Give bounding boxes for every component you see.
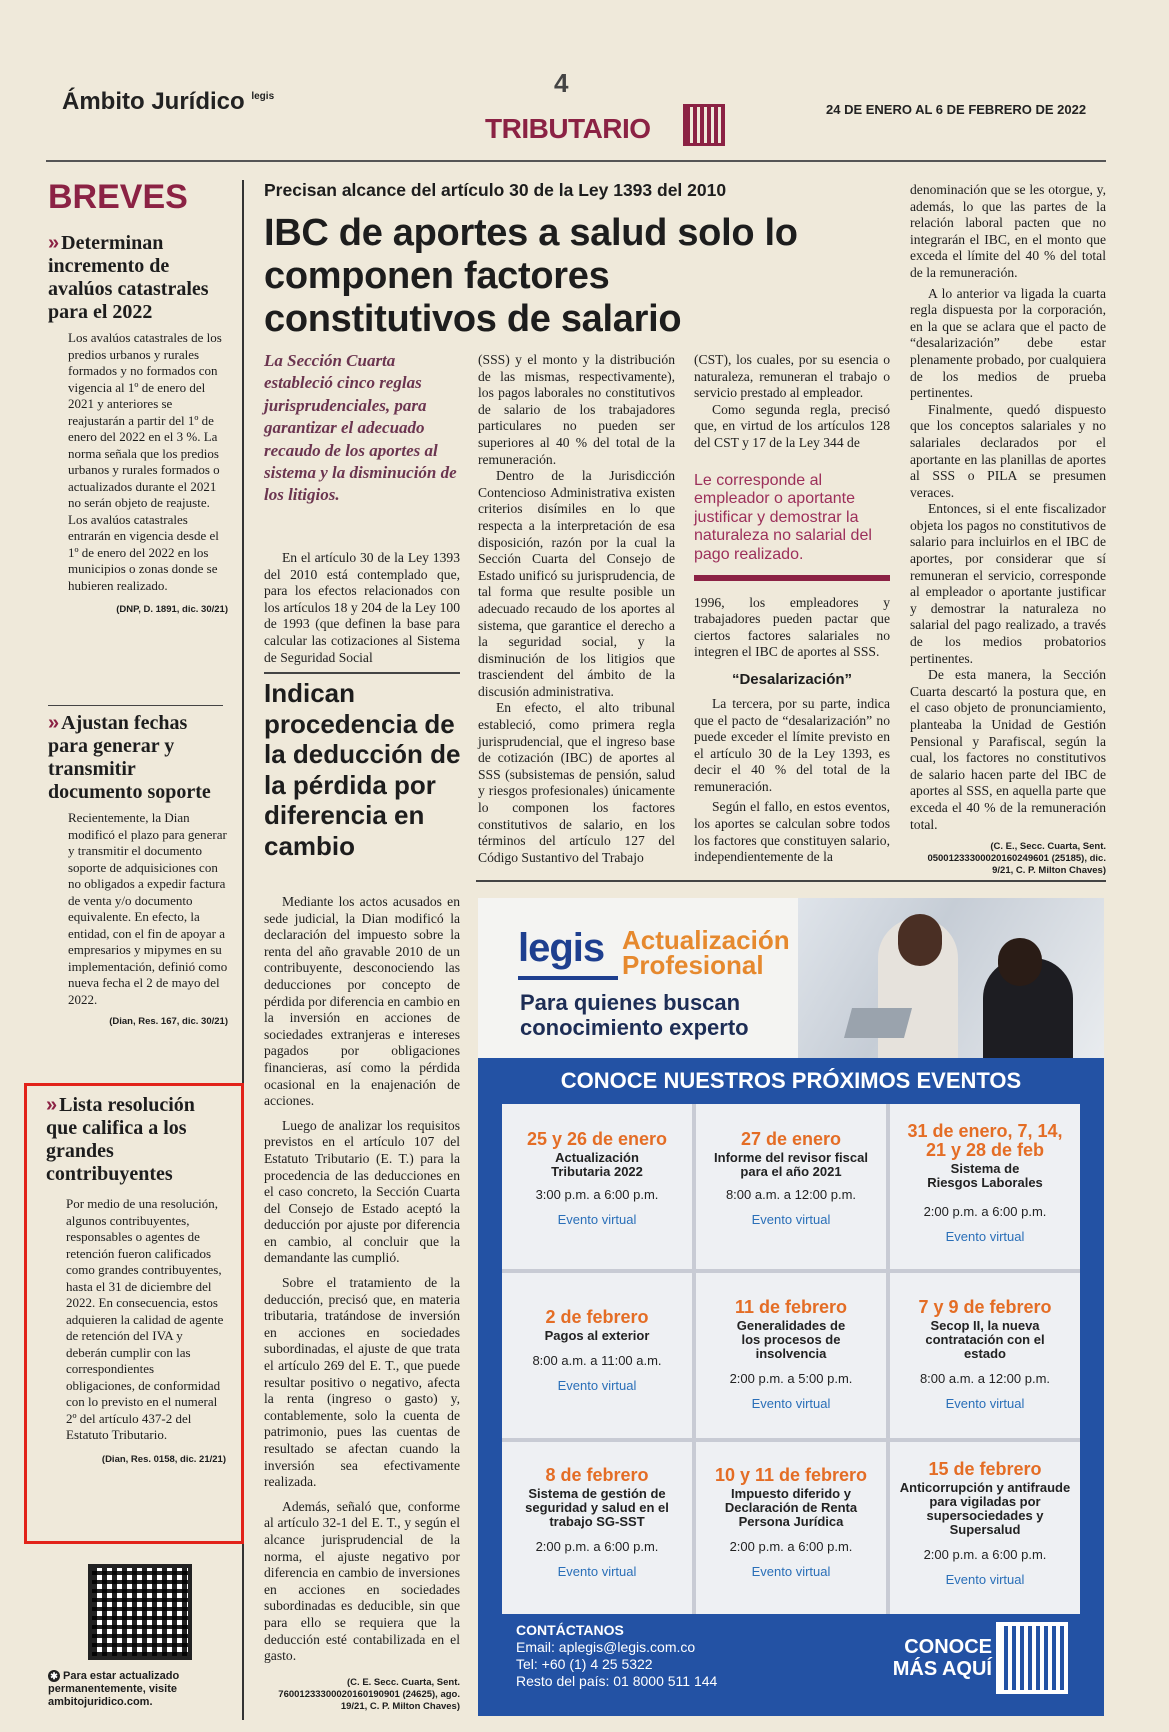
masthead-brand (62, 88, 274, 116)
event-card[interactable]: 11 de febrero Generalidades de los procesos de insolvencia 2:00 p.m. a 5:00 p.m. Evento virtual (729, 1297, 853, 1411)
pullquote: Le corresponde al empleador o aportante justificar y demostrar la naturaleza no salarial del pago realizado. (694, 471, 872, 563)
legis-logo-underline (518, 976, 618, 980)
article1-kicker: Precisan alcance del artículo 30 de la Ley 1393 del 2010 (264, 180, 727, 200)
breve-item-3 (46, 1094, 226, 1466)
article1-lead: La Sección Cuarta estableció cinco reglas jurisprudenciales, para garantizar el adecuado recaudo de los aportes al sistema y la disminución de los litigios. (264, 351, 457, 505)
event-card[interactable]: 27 de enero Informe del revisor fiscal para el año 2021 8:00 a.m. a 12:00 p.m. Evento virtual (714, 1129, 868, 1227)
contact-tel[interactable]: Tel: +60 (1) 4 25 5322 (516, 1656, 653, 1672)
brand-small: legis (251, 91, 275, 102)
pullquote-rule (694, 575, 890, 581)
ad-tagline: Para quienes buscan conocimiento experto (520, 990, 749, 1040)
ambitojuridico-qr-icon (88, 1564, 192, 1660)
article2-cite: (C. E. Secc. Cuarta, Sent. 76001233300020160190901 (24625), ago. 19/21, C. P. Milton Chaves) (278, 1676, 460, 1712)
breve-body: Por medio de una resolución, algunos contribuyentes, responsables o agentes de retención fueron calificados como grandes contribuyentes, hasta el 31 de diciembre del 2022. En consecuencia, estos adquieren la calidad de agente de retención del IVA y deberán cumplir con las correspondientes obligaciones, de conformidad con lo previsto en el numeral 2º del artículo 437-2 del Estatuto Tributario. (66, 1196, 224, 1442)
article2-headline: Indican procedencia de la deducción de la pérdida por diferencia en cambio (264, 678, 461, 861)
article1-cite: (C. E., Secc. Cuarta, Sent. 05001233300020160249601 (25185), dic. 9/21, C. P. Milton Chaves) (927, 841, 1106, 877)
article2-body: Mediante los actos acusados en sede judicial, la Dian modificó la declaración del impuesto sobre la renta del año gravable 2010 de un contribuyente, desconociendo las deducciones por concepto de pérdida por diferencia en cambio en la inversión en acciones de sociedades extranjeras e intereses pagados por obligaciones financieras, así como la pérdida ocasional en la enajenación de acciones. Luego de analizar los requisitos previstos en el artículo 107 del Estatuto Tributario (E. T.) para la procedencia de las deducciones en el caso concreto, la Sección Cuarta del Consejo de Estado aceptó la deducción por ajuste por diferencia en cambio, al concluir que la demandante las cumplió. Sobre el tratamiento de la deducción, precisó que, en materia tributaria, tratándose de inversión en acciones en sociedades subordinadas, el ajuste de que trata el artículo 269 del E. T., que puede resultar positivo o negativo, afecta la renta (ingreso o gasto) y, contablemente, solo la cuenta de patrimonio, pues las cuentas de resultado se afectan cuando la inversión sea efectivamente realizada. Además, señaló que, conforme al artículo 32-1 del E. T., y según el alcance jurisprudencial de la norma, el ajuste negativo por diferencia en cambio de inversiones en acciones en sociedades subordinadas es deducible, sin que para ello se requiera que la deducción esté contabilizada en el gasto. (C. E. Secc. Cuarta, Sent. 76001233300020160190901 (24625), ago. 19/21, C. P. Milton Chaves) (264, 894, 460, 1712)
issue-date: 24 DE ENERO AL 6 DE FEBRERO DE 2022 (826, 102, 1087, 117)
person-right-head (998, 938, 1042, 986)
legis-logo: legis (518, 926, 605, 970)
article2-rule (264, 672, 460, 674)
breve-item-1 (48, 232, 228, 616)
breve-cite: (Dian, Res. 0158, dic. 21/21) (101, 1453, 226, 1465)
qr-caption: ✱ Para estar actualizado permanentemente, visite ambitojuridico.com. (48, 1670, 180, 1708)
ad-photo (798, 898, 1104, 1058)
breve-divider (48, 705, 223, 706)
ad-qr-icon[interactable] (996, 1622, 1068, 1694)
page-number: 4 (554, 68, 569, 98)
events-grid (502, 1104, 1080, 1614)
event-card[interactable]: 25 y 26 de enero Actualización Tributaria 2022 3:00 p.m. a 6:00 p.m. Evento virtual (526, 1129, 668, 1227)
article1-col3: (CST), los cuales, por su esencia o naturaleza, remuneran el trabajo o servicio prestado al empleador. Como segunda regla, precisó que, en virtud de los artículos 128 del CST y 17 de la Ley 344 de Le corresponde al empleador o aportante justificar y demostrar la naturaleza no salarial del pago realizado. 1996, los empleadores y trabajadores pueden pactar que ciertos factores salariales no integren el IBC de aportes al SSS. “Desalarización” La tercera, por su parte, indica que el pacto de “desalarización” no puede exceder el límite previsto en el artículo 30 de la Ley 1393, es decir el 40 % del total de la remuneración. Según el fallo, en estos eventos, los aportes se calculan sobre todos los factores que constituyen salario, independientemente de la (694, 352, 890, 865)
event-card[interactable]: 8 de febrero Sistema de gestión de seguridad y salud en el trabajo SG-SST 2:00 p.m. a 6:00 p.m. Evento virtual (525, 1465, 669, 1579)
event-card[interactable]: 15 de febrero Anticorrupción y antifraude para vigiladas por supersociedades y Supersalud 2:00 p.m. a 6:00 p.m. Evento virtual (899, 1459, 1071, 1587)
contact-block (516, 1622, 846, 1690)
article1-col1: En el artículo 30 de la Ley 1393 del 2010 está contemplado que, para los efectos relacionados con los artículos 18 y 204 de la Ley 100 de 1993 (que definen la base para calcular las cotizaciones al Sistema de Seguridad Social (264, 550, 460, 665)
breve-cite: (Dian, Res. 167, dic. 30/21) (109, 1016, 228, 1027)
breve-item-2 (48, 712, 228, 1028)
article1-col4: denominación que se les otorgue, y, además, lo que las partes de la relación laboral pacten que no integrarán el IBC, en el monto que exceda el límite del 40 % del total de la remuneración. A lo anterior va ligada la cuarta regla dispuesta por la corporación, en la que se aclara que el pacto de “desalarización” debe estar plenamente probado, por cualquiera de los medios de prueba pertinentes. Finalmente, quedó dispuesto que los conceptos salariales y no salariales declarados por el aportante en las planillas de aportes al SSS o PILA se presumen veraces. Entonces, si el ente fiscalizador objeta los pagos no constitutivos de salario para incluirlos en el IBC de aportes, por considerar que sí remuneran el servicio, corresponde al empleador o aportante justificar y demostrar la naturaleza no salarial del pago realizado, a través de los medios probatorios pertinentes. De esta manera, la Sección Cuarta descartó la postura que, en el caso objeto de pronunciamiento, planteaba la Unidad de Gestión Pensional y Parafiscal, según la cual, los factores no constitutivos de salario hacen parte del IBC de aportes al SSS, en aquella parte que exceda el 40 % de la remuneración total. (C. E., Secc. Cuarta, Sent. 05001233300020160249601 (25185), dic. 9/21, C. P. Milton Chaves) (910, 182, 1106, 877)
breve-cite: (DNP, D. 1891, dic. 30/21) (116, 604, 228, 615)
ad-title: Actualización Profesional (622, 925, 790, 980)
person-left-head (898, 914, 942, 966)
double-chevron-icon: » (48, 712, 60, 734)
event-card[interactable]: 2 de febrero Pagos al exterior 8:00 a.m. a 11:00 a.m. Evento virtual (532, 1307, 662, 1393)
section-title: TRIBUTARIO (485, 113, 651, 144)
article1-col2: (SSS) y el monto y la distribución de las mismas, respectivamente), los pagos laborales no constitutivos de salario de los trabajadores particulares no pueden ser superiores al 40 % del total de la remuneración. Dentro de la Jurisdicción Contencioso Administrativa existen criterios disímiles en lo que respecta a la interpretación de esa disposición, razón por la cual la Sección Cuarta del Consejo de Estado unificó su jurisprudencia, de tal forma que resulte posible un adecuado recaudo de los aportes al sistema, que garantice el derecho a la seguridad social, y la disminución de los litigios que trasciendent del ámbito de la discusión administrativa. En efecto, el alto tribunal estableció, como primera regla jurisprudencial, que el ingreso base de cotización (IBC) de aportes al SSS (subsistemas de pensión, salud y riesgos profesionales) únicamente lo componen los factores constitutivos de salario, en los términos del artículo 127 del Código Sustantivo del Trabajo (478, 352, 675, 865)
info-icon: ✱ (48, 1670, 60, 1682)
breve-heading: » Determinan incremento de avalúos catastrales para el 2022 (48, 232, 209, 323)
contact-email[interactable]: Email: aplegis@legis.com.co (516, 1639, 696, 1655)
events-heading: CONOCE NUESTROS PRÓXIMOS EVENTOS (560, 1068, 1022, 1093)
double-chevron-icon: » (48, 232, 60, 254)
double-chevron-icon: » (46, 1094, 58, 1116)
article1-headline: IBC de aportes a salud solo lo componen factores constitutivos de salario (264, 212, 798, 340)
brand-name: Ámbito Jurídico (62, 88, 245, 115)
subhead: “Desalarización” (731, 670, 853, 688)
event-card[interactable]: 7 y 9 de febrero Secop II, la nueva contratación con el estado 8:00 a.m. a 12:00 p.m. Evento virtual (918, 1297, 1052, 1411)
section-qr-icon (683, 104, 725, 146)
header-rule (46, 160, 1106, 162)
breve-heading: » Lista resolución que califica a los grandes contribuyentes (46, 1094, 195, 1185)
contact-rest[interactable]: Resto del país: 01 8000 511 144 (516, 1673, 718, 1689)
cta-text[interactable]: CONOCE MÁS AQUÍ (892, 1636, 992, 1680)
contact-heading: CONTÁCTANOS (516, 1622, 624, 1638)
breve-body: Recientemente, la Dian modificó el plazo para generar y transmitir el documento soporte de adquisiciones con no obligados a expedir factura de venta y/o documento equivalente. En efecto, la entidad, con el fin de apoyar a empresarios y mipymes en su implementación, definió como nueva fecha el 2 de mayo del 2022. (68, 810, 228, 1007)
event-card[interactable]: 10 y 11 de febrero Impuesto diferido y Declaración de Renta Persona Jurídica 2:00 p.m. a 6:00 p.m. Evento virtual (714, 1465, 868, 1579)
breves-title: BREVES (48, 178, 188, 216)
event-card[interactable]: 31 de enero, 7, 14, 21 y 28 de feb Sistema de Riesgos Laborales 2:00 p.m. a 6:00 p.m. Evento virtual (907, 1121, 1063, 1244)
breve-heading: » Ajustan fechas para generar y transmitir documento soporte (48, 712, 211, 803)
legis-ad[interactable] (478, 898, 1104, 1716)
article-divider (476, 880, 1106, 882)
laptop (844, 1008, 912, 1038)
breve-body: Los avalúos catastrales de los predios urbanos y rurales formados y no formados con vigencia al 1º de enero del 2021 y anteriores se reajustarán a partir del 1º de enero del 2022 en el 3 %. La norma señala que los predios urbanos y rurales formados o actualizados durante el 2021 no serán objeto de reajuste. Los avalúos catastrales entrarán en vigencia desde el 1º de enero del 2022 en los municipios o zonas donde se hubieren realizado. (68, 330, 222, 593)
